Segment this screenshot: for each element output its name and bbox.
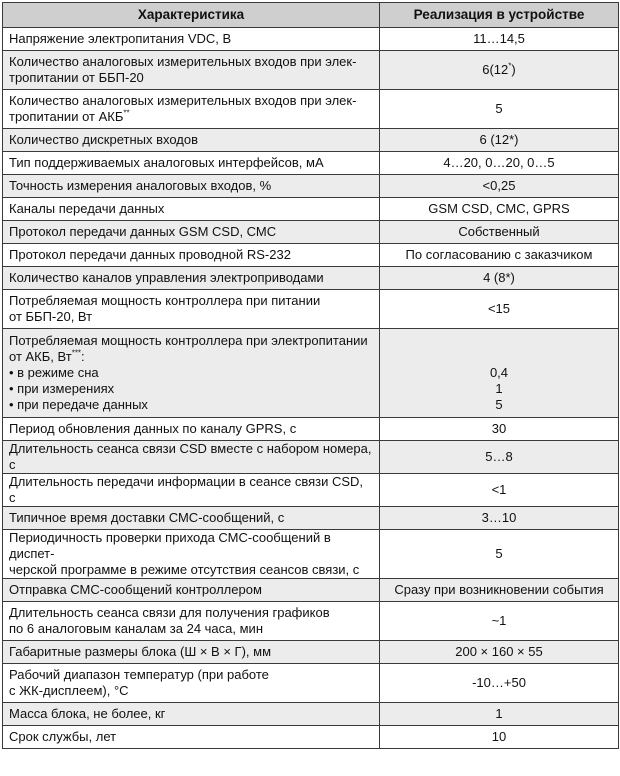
row-key: Типичное время доставки СМС-сообщений, с: [3, 507, 380, 530]
row-value: -10…+50: [380, 664, 619, 703]
table-row: [3, 129, 619, 152]
row-key: [3, 602, 380, 641]
table-row: [3, 474, 619, 507]
row-key: Отправка СМС-сообщений контроллером: [3, 579, 380, 602]
table-row: [3, 726, 619, 749]
table-row: [3, 602, 619, 641]
row-value: GSM CSD, СМС, GPRS: [380, 198, 619, 221]
table-row: [3, 175, 619, 198]
row-key: Масса блока, не более, кг: [3, 703, 380, 726]
row-key: Период обновления данных по каналу GPRS, с: [3, 418, 380, 441]
row-key-line: от ББП-20, Вт: [9, 309, 93, 324]
row-value: Сразу при возникновении события: [380, 579, 619, 602]
footnote-mark: ***: [71, 348, 82, 358]
row-value-text: 6(12: [482, 62, 509, 77]
table-row: [3, 290, 619, 329]
table-header-row: [3, 3, 619, 28]
row-key-line: Рабочий диапазон температур (при работе: [9, 667, 269, 682]
row-value: [380, 329, 619, 418]
row-key-line: черской программе в режиме отсутствия сеансов связи, с: [9, 562, 360, 577]
row-value: 6 (12*): [380, 129, 619, 152]
row-key-line: [9, 109, 373, 125]
row-value: 5: [380, 530, 619, 579]
row-key-line: Количество аналоговых измерительных входов при элек-: [9, 93, 357, 108]
table-row: [3, 441, 619, 474]
table-row: [3, 198, 619, 221]
row-key-line: Количество аналоговых измерительных входов при элек-: [9, 54, 357, 69]
row-value: [380, 51, 619, 90]
row-value: По согласованию с заказчиком: [380, 244, 619, 267]
table-row: [3, 51, 619, 90]
table-row: [3, 507, 619, 530]
mode-item: • в режиме сна: [9, 365, 99, 380]
row-key: Срок службы, лет: [3, 726, 380, 749]
header-implementation: Реализация в устройстве: [380, 3, 619, 28]
row-key-line: Потребляемая мощность контроллера при электропитании: [9, 333, 368, 348]
footnote-mark: **: [123, 108, 130, 118]
row-key-end: :: [81, 349, 85, 364]
row-value: Собственный: [380, 221, 619, 244]
table-row: [3, 530, 619, 579]
row-value: <0,25: [380, 175, 619, 198]
row-key-line: тропитании от ББП-20: [9, 70, 144, 85]
table-row: [3, 579, 619, 602]
table-row: [3, 641, 619, 664]
row-value: 4 (8*): [380, 267, 619, 290]
row-key-text: тропитании от АКБ: [9, 109, 124, 124]
row-key-line: Периодичность проверки прихода СМС-сообщений в диспет-: [9, 530, 331, 561]
table-row: [3, 28, 619, 51]
row-key-line: Длительность сеанса связи для получения графиков: [9, 605, 330, 620]
row-value: 200 × 160 × 55: [380, 641, 619, 664]
row-value: 3…10: [380, 507, 619, 530]
table-row: [3, 152, 619, 175]
row-value: 11…14,5: [380, 28, 619, 51]
row-value: 10: [380, 726, 619, 749]
footnote-mark: *: [508, 61, 512, 71]
table-row: [3, 221, 619, 244]
mode-value: 1: [495, 381, 503, 396]
row-key: [3, 530, 380, 579]
row-key: Длительность сеанса связи CSD вместе с набором номера, с: [3, 441, 380, 474]
row-key: [3, 290, 380, 329]
spec-table: [2, 2, 619, 749]
row-key-line: с ЖК-дисплеем), °С: [9, 683, 129, 698]
row-key: Точность измерения аналоговых входов, %: [3, 175, 380, 198]
table-row: [3, 418, 619, 441]
row-value: 5: [380, 90, 619, 129]
header-characteristic: Характеристика: [3, 3, 380, 28]
mode-value: 5: [495, 397, 503, 412]
table-row: [3, 244, 619, 267]
row-key: Количество каналов управления электроприводами: [3, 267, 380, 290]
row-value: <15: [380, 290, 619, 329]
row-key: Габаритные размеры блока (Ш × В × Г), мм: [3, 641, 380, 664]
table-row: [3, 267, 619, 290]
row-value: 5…8: [380, 441, 619, 474]
mode-value: 0,4: [489, 365, 509, 380]
table-row: [3, 90, 619, 129]
row-key: Количество дискретных входов: [3, 129, 380, 152]
row-value: <1: [380, 474, 619, 507]
row-value: 1: [380, 703, 619, 726]
mode-item: • при передаче данных: [9, 397, 148, 412]
mode-item: • при измерениях: [9, 381, 115, 396]
row-key: [3, 664, 380, 703]
row-key-line: по 6 аналоговым каналам за 24 часа, мин: [9, 621, 263, 636]
row-key: Каналы передачи данных: [3, 198, 380, 221]
row-key-text: от АКБ, Вт: [9, 349, 72, 364]
row-key: [3, 329, 380, 418]
row-value-end: ): [511, 62, 516, 77]
row-value: 30: [380, 418, 619, 441]
row-value: ~1: [380, 602, 619, 641]
table-row: [3, 329, 619, 418]
row-key: Протокол передачи данных GSM CSD, СМС: [3, 221, 380, 244]
row-key: [3, 90, 380, 129]
row-key: [3, 51, 380, 90]
row-value: 4…20, 0…20, 0…5: [380, 152, 619, 175]
row-key: Напряжение электропитания VDC, В: [3, 28, 380, 51]
row-key: Длительность передачи информации в сеансе связи CSD, с: [3, 474, 380, 507]
row-key-line: Потребляемая мощность контроллера при питании: [9, 293, 321, 308]
row-key-line: [9, 349, 373, 365]
row-key: Тип поддерживаемых аналоговых интерфейсов, мА: [3, 152, 380, 175]
row-key: Протокол передачи данных проводной RS-232: [3, 244, 380, 267]
table-row: [3, 703, 619, 726]
table-row: [3, 664, 619, 703]
